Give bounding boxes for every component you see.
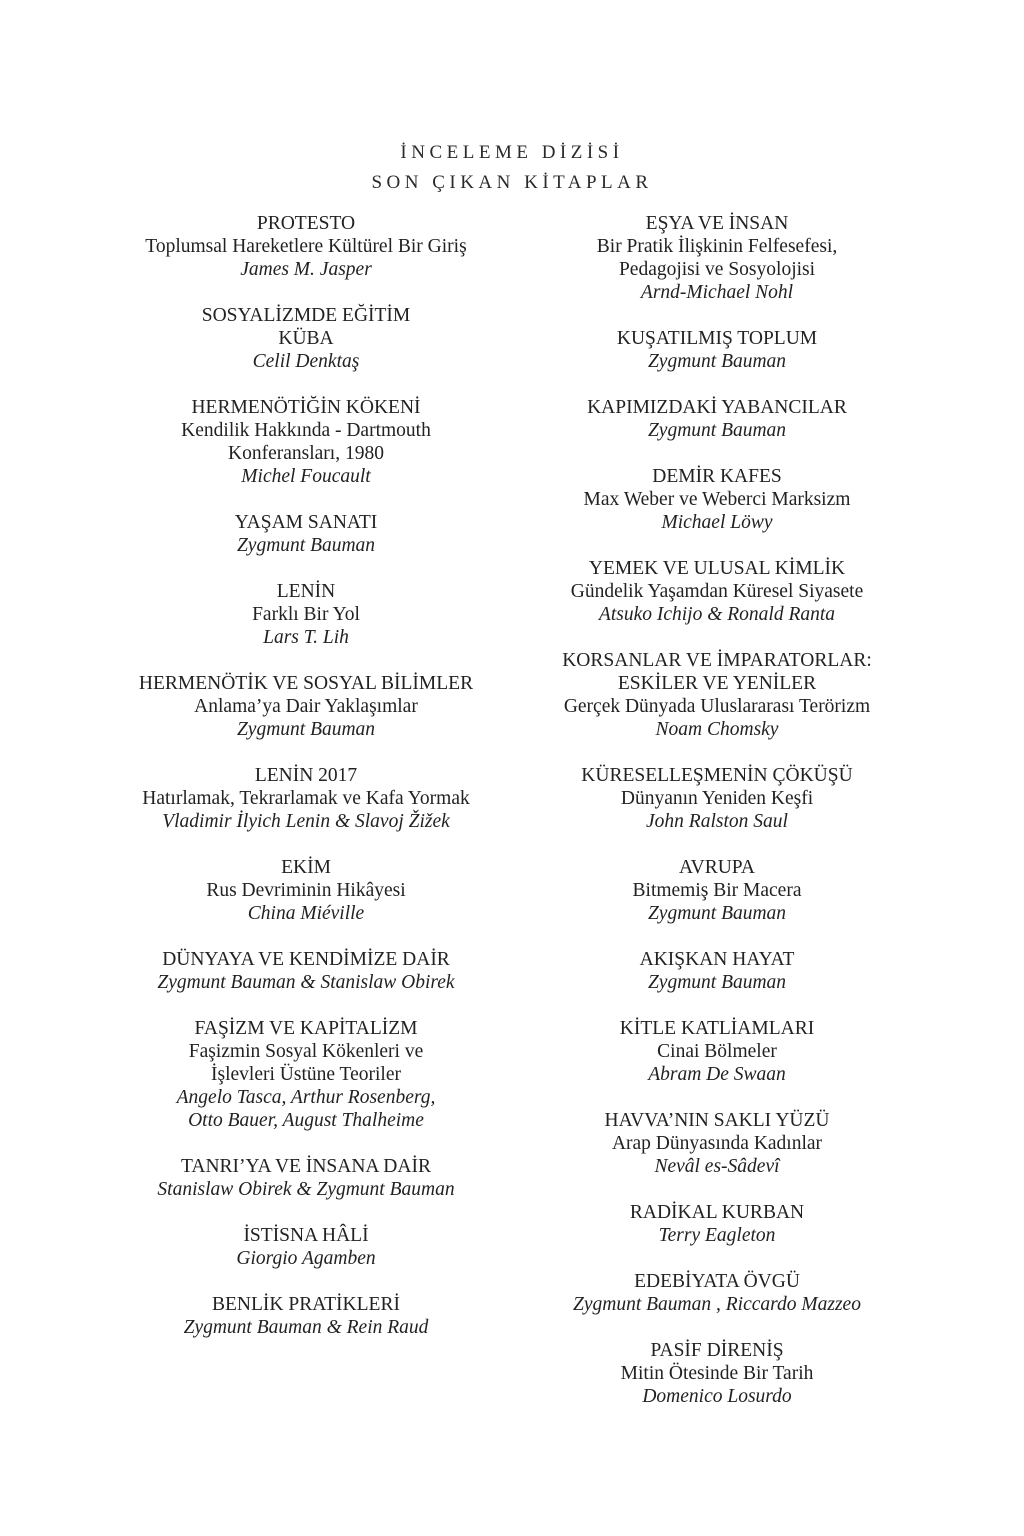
series-subtitle: SON ÇIKAN KİTAPLAR xyxy=(371,172,653,193)
book-entry xyxy=(76,1017,536,1132)
book-author: Michael Löwy xyxy=(661,512,773,533)
book-entry xyxy=(487,764,947,833)
book-entry xyxy=(76,396,536,488)
book-entry xyxy=(487,649,947,741)
book-author: Zygmunt Bauman xyxy=(647,351,787,372)
book-entry xyxy=(487,948,947,994)
book-title: HERMENÖTİK VE SOSYAL BİLİMLER xyxy=(138,673,474,694)
book-title: EDEBİYATA ÖVGÜ xyxy=(634,1271,800,1292)
book-entry xyxy=(487,465,947,534)
book-author: Celil Denktaş xyxy=(252,351,360,372)
book-author: Atsuko Ichijo & Ronald Ranta xyxy=(598,604,836,625)
book-author: John Ralston Saul xyxy=(646,811,788,832)
book-subtitle: Bir Pratik İlişkinin Felfesefesi, xyxy=(596,236,838,257)
book-entry xyxy=(487,1017,947,1086)
book-author: Zygmunt Bauman xyxy=(236,535,376,556)
book-subtitle: Gerçek Dünyada Uluslararası Terörizm xyxy=(563,696,871,717)
book-subtitle: Konferansları, 1980 xyxy=(228,443,384,464)
book-subtitle: Kendilik Hakkında - Dartmouth xyxy=(181,420,431,441)
book-subtitle: Pedagojisi ve Sosyolojisi xyxy=(618,259,816,280)
book-entry xyxy=(487,1339,947,1408)
book-entry xyxy=(487,1270,947,1316)
book-subtitle: Mitin Ötesinde Bir Tarih xyxy=(620,1363,814,1384)
book-entry xyxy=(76,1224,536,1270)
book-author: Otto Bauer, August Thalheime xyxy=(188,1110,424,1131)
book-title: KÜRESELLEŞMENİN ÇÖKÜŞÜ xyxy=(581,765,853,786)
book-title: BENLİK PRATİKLERİ xyxy=(212,1294,400,1315)
book-title: AVRUPA xyxy=(679,857,755,878)
book-entry xyxy=(487,212,947,304)
book-title: HAVVA’NIN SAKLI YÜZÜ xyxy=(604,1110,830,1131)
book-entry xyxy=(76,511,536,557)
book-title: LENİN xyxy=(276,581,336,602)
book-author: Zygmunt Bauman xyxy=(647,420,787,441)
book-title: EKİM xyxy=(281,857,331,878)
book-entry xyxy=(76,580,536,649)
book-entry xyxy=(487,1201,947,1247)
book-subtitle: Dünyanın Yeniden Keşfi xyxy=(620,788,814,809)
series-header xyxy=(0,138,1024,198)
book-title: TANRI’YA VE İNSANA DAİR xyxy=(181,1156,431,1177)
book-title: KAPIMIZDAKİ YABANCILAR xyxy=(587,397,847,418)
book-entry xyxy=(76,672,536,741)
book-entry xyxy=(487,327,947,373)
book-author: Giorgio Agamben xyxy=(236,1248,376,1269)
book-subtitle: Arap Dünyasında Kadınlar xyxy=(611,1133,823,1154)
right-book-list xyxy=(487,212,947,1431)
book-title: İSTİSNA HÂLİ xyxy=(243,1225,369,1246)
left-book-list xyxy=(76,212,536,1362)
book-subtitle: Rus Devriminin Hikâyesi xyxy=(206,880,406,901)
book-author: China Miéville xyxy=(247,903,365,924)
book-author: James M. Jasper xyxy=(240,259,372,280)
book-title: DEMİR KAFES xyxy=(652,466,782,487)
book-title: PASİF DİRENİŞ xyxy=(650,1340,784,1361)
book-author: Zygmunt Bauman xyxy=(236,719,376,740)
book-author: Angelo Tasca, Arthur Rosenberg, xyxy=(176,1087,436,1108)
book-author: Vladimir İlyich Lenin & Slavoj Žižek xyxy=(162,811,450,832)
book-subtitle: Bitmemiş Bir Macera xyxy=(632,880,802,901)
book-subtitle: Anlama’ya Dair Yaklaşımlar xyxy=(194,696,418,717)
book-title: AKIŞKAN HAYAT xyxy=(639,949,795,970)
book-entry xyxy=(487,856,947,925)
book-author: Terry Eagleton xyxy=(658,1225,776,1246)
book-entry xyxy=(76,212,536,281)
book-author: Lars T. Lih xyxy=(263,627,349,648)
book-author: Zygmunt Bauman & Stanislaw Obirek xyxy=(157,972,455,993)
book-title: FAŞİZM VE KAPİTALİZM xyxy=(194,1018,418,1039)
book-author: Zygmunt Bauman , Riccardo Mazzeo xyxy=(573,1294,861,1315)
book-subtitle: Farklı Bir Yol xyxy=(252,604,360,625)
book-subtitle: KÜBA xyxy=(278,328,334,349)
book-entry xyxy=(487,557,947,626)
book-author: Nevâl es-Sâdevî xyxy=(654,1156,780,1177)
book-title: HERMENÖTİĞİN KÖKENİ xyxy=(191,397,421,418)
book-entry xyxy=(76,304,536,373)
book-author: Zygmunt Bauman xyxy=(647,903,787,924)
book-entry xyxy=(487,396,947,442)
book-entry xyxy=(76,856,536,925)
book-author: Stanislaw Obirek & Zygmunt Bauman xyxy=(157,1179,455,1200)
book-subtitle: Max Weber ve Weberci Marksizm xyxy=(583,489,851,510)
book-author: Zygmunt Bauman xyxy=(647,972,787,993)
book-title: RADİKAL KURBAN xyxy=(629,1202,805,1223)
book-title: KİTLE KATLİAMLARI xyxy=(619,1018,815,1039)
book-author: Abram De Swaan xyxy=(648,1064,786,1085)
book-title: LENİN 2017 xyxy=(254,765,358,786)
book-entry xyxy=(76,948,536,994)
book-author: Noam Chomsky xyxy=(655,719,779,740)
book-subtitle: Toplumsal Hareketlere Kültürel Bir Giriş xyxy=(145,236,467,257)
book-title: SOSYALİZMDE EĞİTİM xyxy=(201,305,411,326)
series-title: İNCELEME DİZİSİ xyxy=(400,142,624,163)
book-title: YEMEK VE ULUSAL KİMLİK xyxy=(588,558,846,579)
book-entry xyxy=(76,1155,536,1201)
book-subtitle: Hatırlamak, Tekrarlamak ve Kafa Yormak xyxy=(142,788,470,809)
book-entry xyxy=(76,1293,536,1339)
book-title: KUŞATILMIŞ TOPLUM xyxy=(616,328,818,349)
book-title: PROTESTO xyxy=(256,213,356,234)
book-author: Domenico Losurdo xyxy=(642,1386,792,1407)
book-author: Zygmunt Bauman & Rein Raud xyxy=(183,1317,429,1338)
book-title: YAŞAM SANATI xyxy=(234,512,378,533)
book-entry xyxy=(487,1109,947,1178)
book-subtitle: Cinai Bölmeler xyxy=(657,1041,777,1062)
book-title: EŞYA VE İNSAN xyxy=(645,213,789,234)
book-subtitle: Faşizmin Sosyal Kökenleri ve xyxy=(188,1041,424,1062)
book-title: DÜNYAYA VE KENDİMİZE DAİR xyxy=(162,949,450,970)
book-subtitle: Gündelik Yaşamdan Küresel Siyasete xyxy=(570,581,864,602)
book-subtitle: İşlevleri Üstüne Teoriler xyxy=(211,1064,401,1085)
book-entry xyxy=(76,764,536,833)
book-author: Arnd-Michael Nohl xyxy=(640,282,794,303)
book-author: Michel Foucault xyxy=(241,466,371,487)
book-title: KORSANLAR VE İMPARATORLAR: xyxy=(562,650,872,671)
book-subtitle: ESKİLER VE YENİLER xyxy=(617,673,817,694)
